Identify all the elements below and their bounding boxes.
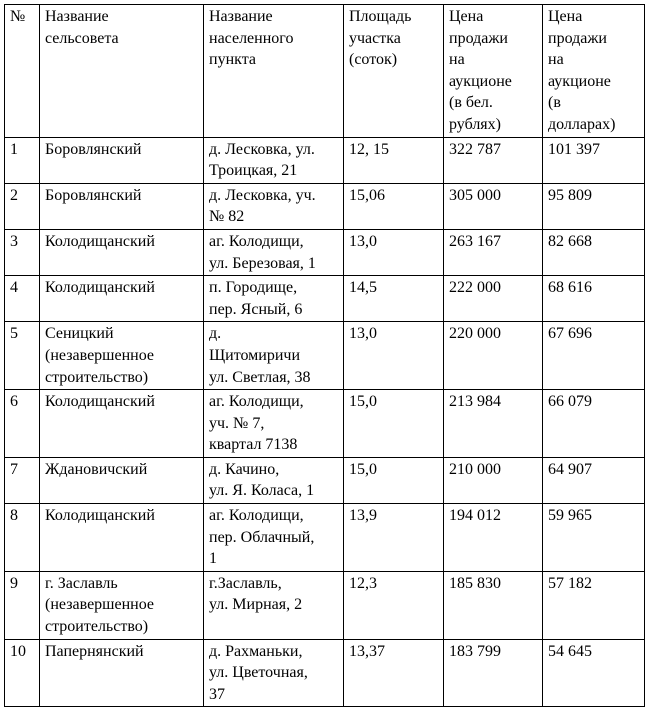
cell-council: Сеницкий (незавершенное строительство) (40, 322, 204, 390)
cell-price-byr: 185 830 (444, 571, 543, 639)
cell-price-usd: 54 645 (543, 639, 645, 707)
cell-price-byr: 210 000 (444, 457, 543, 503)
cell-area: 12, 15 (344, 137, 444, 183)
cell-council: Ждановичский (40, 457, 204, 503)
header-plot-area: Площадь участка (соток) (344, 5, 444, 138)
cell-number: 6 (5, 390, 40, 458)
cell-area: 15,0 (344, 457, 444, 503)
cell-settlement: д. Качино, ул. Я. Коласа, 1 (204, 457, 344, 503)
cell-number: 9 (5, 571, 40, 639)
land-auction-table (4, 4, 645, 707)
cell-price-usd: 68 616 (543, 276, 645, 322)
cell-council: Колодищанский (40, 390, 204, 458)
cell-settlement: п. Городище, пер. Ясный, 6 (204, 276, 344, 322)
cell-council: Папернянский (40, 639, 204, 707)
table-row (5, 229, 645, 275)
cell-area: 12,3 (344, 571, 444, 639)
cell-settlement: д. Рахманьки, ул. Цветочная, 37 (204, 639, 344, 707)
cell-price-byr: 222 000 (444, 276, 543, 322)
cell-price-usd: 101 397 (543, 137, 645, 183)
cell-price-byr: 263 167 (444, 229, 543, 275)
table-row (5, 571, 645, 639)
cell-council: Колодищанский (40, 229, 204, 275)
cell-price-byr: 213 984 (444, 390, 543, 458)
cell-settlement: аг. Колодищи, уч. № 7, квартал 7138 (204, 390, 344, 458)
cell-number: 10 (5, 639, 40, 707)
cell-settlement: аг. Колодищи, ул. Березовая, 1 (204, 229, 344, 275)
cell-council: Колодищанский (40, 504, 204, 572)
cell-settlement: д. Лесковка, уч. № 82 (204, 183, 344, 229)
cell-area: 15,06 (344, 183, 444, 229)
cell-price-byr: 194 012 (444, 504, 543, 572)
cell-number: 8 (5, 504, 40, 572)
cell-area: 13,0 (344, 322, 444, 390)
cell-number: 5 (5, 322, 40, 390)
cell-area: 13,37 (344, 639, 444, 707)
cell-council: г. Заславль (незавершенное строительство) (40, 571, 204, 639)
cell-settlement: д. Щитомиричи ул. Светлая, 38 (204, 322, 344, 390)
cell-price-usd: 64 907 (543, 457, 645, 503)
cell-number: 1 (5, 137, 40, 183)
header-price-usd: Цена продажи на аукционе (в долларах) (543, 5, 645, 138)
cell-price-usd: 67 696 (543, 322, 645, 390)
table-row (5, 276, 645, 322)
cell-price-byr: 183 799 (444, 639, 543, 707)
cell-council: Боровлянский (40, 183, 204, 229)
cell-area: 13,0 (344, 229, 444, 275)
cell-area: 15,0 (344, 390, 444, 458)
table-row (5, 183, 645, 229)
cell-price-usd: 57 182 (543, 571, 645, 639)
table-row (5, 322, 645, 390)
cell-council: Боровлянский (40, 137, 204, 183)
cell-price-usd: 59 965 (543, 504, 645, 572)
cell-price-byr: 322 787 (444, 137, 543, 183)
table-row (5, 137, 645, 183)
cell-number: 2 (5, 183, 40, 229)
cell-price-byr: 305 000 (444, 183, 543, 229)
cell-number: 3 (5, 229, 40, 275)
cell-area: 14,5 (344, 276, 444, 322)
cell-price-byr: 220 000 (444, 322, 543, 390)
table-row (5, 390, 645, 458)
cell-price-usd: 95 809 (543, 183, 645, 229)
cell-price-usd: 82 668 (543, 229, 645, 275)
cell-area: 13,9 (344, 504, 444, 572)
cell-settlement: д. Лесковка, ул. Троицкая, 21 (204, 137, 344, 183)
header-settlement-name: Название населенного пункта (204, 5, 344, 138)
cell-price-usd: 66 079 (543, 390, 645, 458)
table-row (5, 504, 645, 572)
table-row (5, 457, 645, 503)
header-row (5, 5, 645, 138)
header-number: № (5, 5, 40, 138)
table-row (5, 639, 645, 707)
header-council-name: Название сельсовета (40, 5, 204, 138)
cell-council: Колодищанский (40, 276, 204, 322)
cell-settlement: г.Заславль, ул. Мирная, 2 (204, 571, 344, 639)
cell-settlement: аг. Колодищи, пер. Облачный, 1 (204, 504, 344, 572)
header-price-byr: Цена продажи на аукционе (в бел. рублях) (444, 5, 543, 138)
cell-number: 7 (5, 457, 40, 503)
cell-number: 4 (5, 276, 40, 322)
